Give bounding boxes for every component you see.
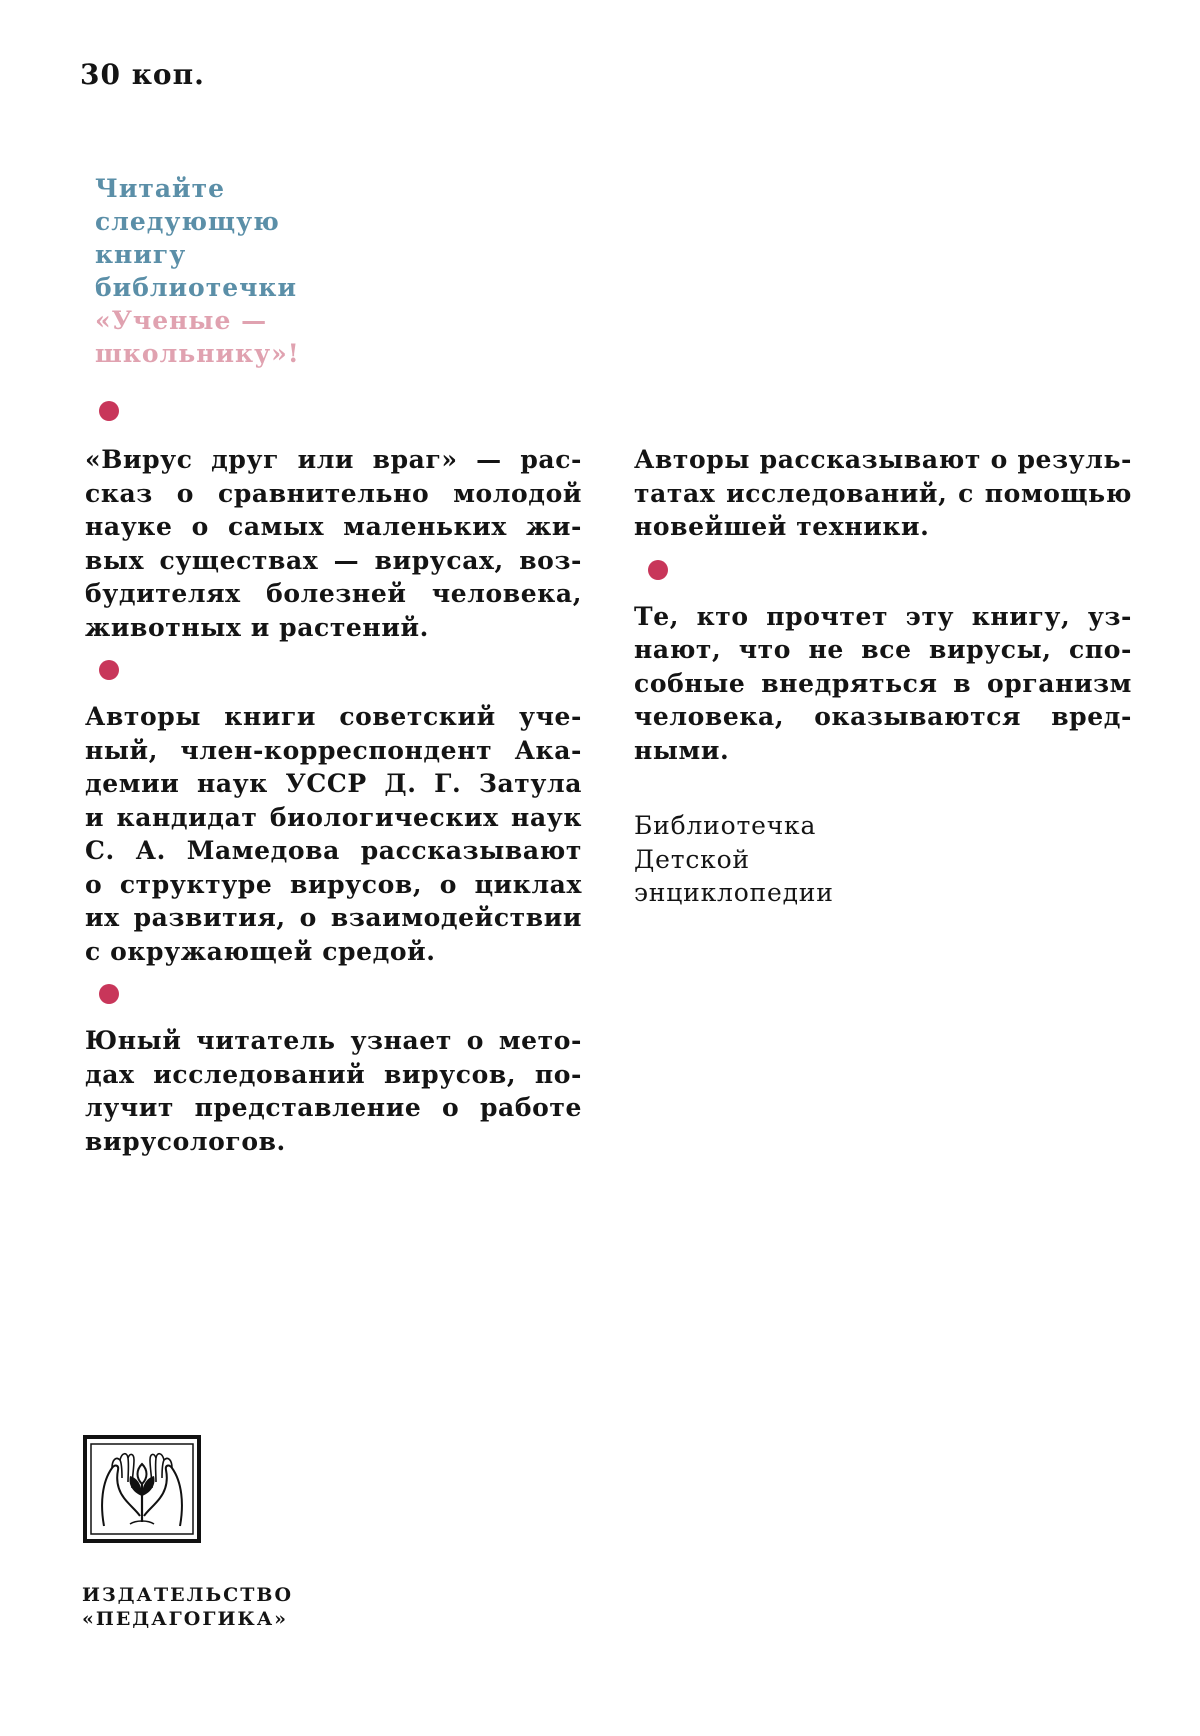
- text-line: С. А. Мамедова рассказывают: [85, 836, 582, 865]
- paragraph-intro: [85, 443, 582, 644]
- text-line: с окружающей средой.: [85, 936, 436, 966]
- text-line: Авторы книги советский уче-: [85, 702, 582, 731]
- promo-line: следующую: [95, 207, 280, 236]
- text-line: их развития, о взаимодействии: [85, 903, 582, 932]
- promo-line: Читайте: [95, 174, 225, 203]
- paragraph-reader: [85, 1024, 582, 1158]
- price-label: 30 коп.: [80, 58, 205, 91]
- text-line: Юный читатель узнает о мето-: [85, 1026, 582, 1055]
- series-line: энциклопедии: [634, 878, 834, 907]
- text-line: ный, член-корреспондент Ака-: [85, 735, 582, 765]
- paragraph-authors: [85, 700, 582, 968]
- paragraph-results: [634, 443, 1132, 544]
- text-line: нают, что не все вирусы, спо-: [634, 635, 1132, 664]
- left-column: [85, 443, 582, 1158]
- promo-series-line: «Ученые —: [95, 306, 268, 335]
- hands-holding-sprout-logo-icon: [82, 1434, 202, 1544]
- right-column: [634, 443, 1132, 910]
- paragraph-conclusion: [634, 600, 1132, 768]
- bullet-dot: [648, 560, 668, 580]
- publisher-name: [82, 1583, 293, 1631]
- promo-line: книгу: [95, 240, 187, 269]
- text-line: будителях болезней человека,: [85, 579, 582, 608]
- text-line: дах исследований вирусов, по-: [85, 1059, 582, 1089]
- text-line: науке о самых маленьких жи-: [85, 512, 582, 541]
- text-line: человека, оказываются вред-: [634, 702, 1132, 731]
- promo-line: библиотечки: [95, 273, 298, 302]
- text-line: и кандидат биологических наук: [85, 802, 582, 832]
- series-line: Библиотечка: [634, 811, 817, 840]
- text-line: сказ о сравнительно молодой: [85, 478, 582, 508]
- text-line: «Вирус друг или враг» — рас-: [85, 445, 582, 474]
- text-line: Те, кто прочтет эту книгу, уз-: [634, 601, 1132, 631]
- text-line: татах исследований, с помощью: [634, 478, 1132, 508]
- series-line: Детской: [634, 844, 750, 874]
- text-line: собные внедряться в организм: [634, 668, 1132, 698]
- text-line: животных и растений.: [85, 612, 429, 642]
- bullet-dot: [99, 984, 119, 1004]
- bullet-dot: [99, 660, 119, 680]
- text-line: Авторы рассказывают о резуль-: [634, 445, 1132, 474]
- text-line: вирусологов.: [85, 1126, 286, 1156]
- text-line: вых существах — вирусах, воз-: [85, 545, 582, 575]
- text-line: демии наук УССР Д. Г. Затула: [85, 769, 582, 798]
- publisher-line: «ПЕДАГОГИКА»: [82, 1608, 289, 1630]
- series-name: [634, 809, 1132, 910]
- promo-series-line: школьнику»!: [95, 339, 300, 368]
- bullet-dot: [99, 401, 119, 421]
- text-line: новейшей техники.: [634, 512, 930, 541]
- text-line: лучит представление о работе: [85, 1093, 582, 1122]
- text-line: ными.: [634, 735, 730, 765]
- promo-block: [95, 172, 395, 370]
- publisher-line: ИЗДАТЕЛЬСТВО: [82, 1584, 293, 1606]
- text-line: о структуре вирусов, о циклах: [85, 869, 582, 899]
